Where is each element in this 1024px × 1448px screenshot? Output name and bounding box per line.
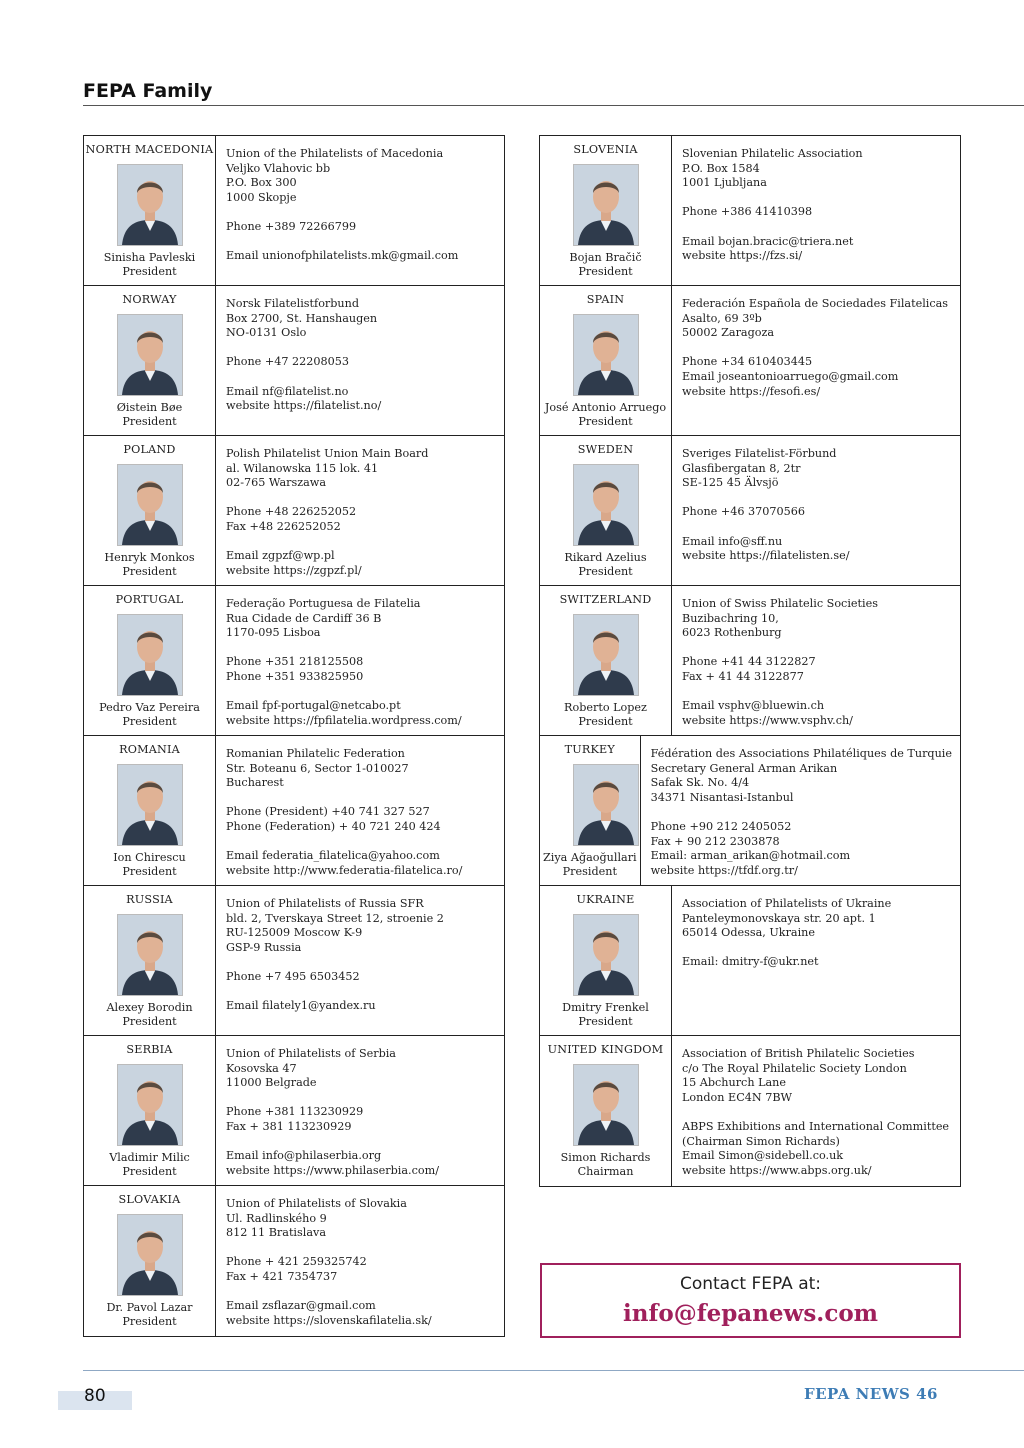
contact-line[interactable]: website http://www.federatia-filatelica.ro/ (226, 863, 463, 877)
address-line: 50002 Zaragoza (682, 326, 775, 340)
country-name: TURKEY (564, 743, 616, 756)
address-line: Phone +34 610403445 (682, 355, 813, 369)
person-name: Øistein Bøe (116, 401, 183, 414)
address-cell (216, 1186, 504, 1336)
address-line: Panteleymonovskaya str. 20 apt. 1 (682, 911, 876, 925)
contact-line[interactable]: Email info@sff.nu (682, 534, 783, 548)
address-line: Phone (President) +40 741 327 527 (226, 805, 430, 819)
address-line: Fax + 41 44 3122877 (682, 669, 804, 683)
person-cell (84, 736, 216, 885)
entry-slovakia (84, 1186, 504, 1336)
address-line: Slovenian Philatelic Association (682, 147, 863, 160)
line-gap (226, 235, 496, 250)
contact-line[interactable]: website https://tfdf.org.tr/ (650, 863, 798, 877)
entry-russia (84, 886, 504, 1036)
line-gap (682, 1105, 952, 1120)
person-name: José Antonio Arruego (544, 401, 667, 414)
address-line: 812 11 Bratislava (226, 1226, 326, 1240)
address-cell (672, 136, 960, 285)
person-role: President (122, 715, 177, 728)
address-line: Union of Philatelists of Russia SFR (226, 897, 424, 910)
address-cell (216, 586, 504, 735)
publication-name: FEPA NEWS 46 (803, 1385, 938, 1403)
country-name: SWEDEN (577, 443, 634, 456)
person-caption (540, 401, 671, 429)
address-line: Glasfibergatan 8, 2tr (682, 461, 801, 475)
person-photo (573, 314, 639, 396)
line-gap (226, 1135, 496, 1150)
address-line: Bucharest (226, 776, 284, 790)
address-line: Union of Philatelists of Serbia (226, 1047, 396, 1060)
line-gap (226, 835, 496, 850)
country-name: POLAND (123, 443, 176, 456)
address-line: RU-125009 Moscow K-9 (226, 926, 363, 940)
country-name: SLOVENIA (573, 143, 638, 156)
contact-line[interactable]: Email fpf-portugal@netcabo.pt (226, 699, 401, 713)
address-cell (216, 136, 504, 285)
right-column (539, 135, 961, 1187)
line-gap (682, 941, 952, 956)
person-role: President (122, 1015, 177, 1028)
address-line: Phone +386 41410398 (682, 205, 813, 219)
entry-slovenia (540, 136, 960, 286)
person-cell (540, 1036, 672, 1186)
line-gap (682, 685, 952, 700)
address-cell (672, 436, 960, 585)
person-cell (540, 286, 672, 435)
line-gap (226, 641, 496, 656)
address-line: Phone +389 72266799 (226, 219, 357, 233)
address-cell (216, 736, 504, 885)
address-line: Asalto, 69 3ºb (682, 311, 762, 325)
address-line: Phone +47 22208053 (226, 355, 349, 369)
line-gap (651, 805, 952, 820)
contact-line[interactable]: website https://www.philaserbia.com/ (226, 1163, 439, 1177)
contact-line[interactable]: Email joseantonioarruego@gmail.com (682, 369, 899, 383)
person-role: President (122, 565, 177, 578)
address-line: (Chairman Simon Richards) (682, 1134, 840, 1148)
entry-spain (540, 286, 960, 436)
line-gap (682, 520, 952, 535)
contact-line[interactable]: website https://www.vsphv.ch/ (682, 713, 853, 727)
person-role: President (562, 865, 617, 878)
address-cell (216, 286, 504, 435)
address-line: Union of Philatelists of Slovakia (226, 1197, 407, 1210)
person-caption (540, 251, 671, 279)
contact-line[interactable]: Email zgpzf@wp.pl (226, 549, 335, 563)
person-role: President (122, 1315, 177, 1328)
address-line: Romanian Philatelic Federation (226, 747, 405, 760)
person-caption (84, 1001, 215, 1029)
line-gap (226, 1285, 496, 1300)
contact-line[interactable]: Email zsflazar@gmail.com (226, 1299, 376, 1313)
address-line: Association of British Philatelic Societies (682, 1047, 915, 1060)
address-line: Fax + 381 113230929 (226, 1119, 352, 1133)
address-line: Fax + 421 7354737 (226, 1269, 338, 1283)
address-line: Ul. Radlinského 9 (226, 1211, 327, 1225)
address-cell (672, 886, 960, 1035)
person-caption (84, 701, 215, 729)
entry-poland (84, 436, 504, 586)
country-name: UKRAINE (576, 893, 635, 906)
contact-line[interactable]: website https://filatelist.no/ (226, 399, 382, 413)
entry-portugal (84, 586, 504, 736)
contact-line[interactable]: Email federatia_filatelica@yahoo.com (226, 849, 440, 863)
contact-line[interactable]: website https://www.abps.org.uk/ (682, 1163, 872, 1177)
contact-box (540, 1263, 961, 1338)
entry-united-kingdom (540, 1036, 960, 1186)
header-divider (83, 105, 1024, 106)
person-name: Bojan Bračič (569, 251, 642, 264)
person-role: Chairman (577, 1165, 634, 1178)
address-line: 1000 Skopje (226, 190, 297, 204)
person-photo (573, 614, 639, 696)
entry-norway (84, 286, 504, 436)
line-gap (226, 1091, 496, 1106)
contact-line[interactable]: website https://zgpzf.pl/ (226, 563, 362, 577)
person-role: President (578, 265, 633, 278)
person-cell (84, 436, 216, 585)
person-cell (540, 886, 672, 1035)
country-name: ROMANIA (119, 743, 180, 756)
person-caption (540, 1001, 671, 1029)
contact-line[interactable]: Email unionofphilatelists.mk@gmail.com (226, 249, 459, 263)
person-caption (540, 551, 671, 579)
person-caption (540, 851, 640, 879)
person-cell (84, 136, 216, 285)
country-name: NORTH MACEDONIA (85, 143, 214, 156)
address-cell (672, 1036, 960, 1186)
country-name: PORTUGAL (115, 593, 184, 606)
person-role: President (122, 415, 177, 428)
person-name: Vladimir Milic (109, 1151, 190, 1164)
line-gap (226, 955, 496, 970)
person-photo (117, 314, 183, 396)
address-line: NO-0131 Oslo (226, 326, 307, 340)
address-line: 6023 Rothenburg (682, 626, 782, 640)
address-line: 11000 Belgrade (226, 1076, 317, 1090)
line-gap (226, 341, 496, 356)
person-name: Ziya Ağaoğullari (542, 851, 637, 864)
person-cell (540, 736, 641, 885)
line-gap (226, 370, 496, 385)
address-line: Buzibachring 10, (682, 611, 779, 625)
contact-line[interactable]: website https://fzs.si/ (682, 249, 803, 263)
address-line: Sveriges Filatelist-Förbund (682, 447, 837, 460)
address-cell (641, 736, 960, 885)
left-column (83, 135, 505, 1337)
address-cell (672, 286, 960, 435)
line-gap (226, 685, 496, 700)
line-gap (682, 641, 952, 656)
contact-line[interactable]: website https://fesofi.es/ (682, 384, 821, 398)
address-line: Norsk Filatelistforbund (226, 297, 360, 310)
country-name: SLOVAKIA (118, 1193, 181, 1206)
line-gap (226, 791, 496, 806)
line-gap (682, 191, 952, 206)
person-name: Alexey Borodin (106, 1001, 193, 1014)
person-cell (540, 586, 672, 735)
page-number: 80 (84, 1386, 106, 1406)
address-line: Phone +7 495 6503452 (226, 969, 360, 983)
person-cell (84, 886, 216, 1035)
contact-line[interactable]: Email filately1@yandex.ru (226, 999, 376, 1013)
line-gap (682, 341, 952, 356)
person-photo (117, 464, 183, 546)
person-name: Pedro Vaz Pereira (99, 701, 200, 714)
line-gap (226, 535, 496, 550)
contact-line[interactable]: Email bojan.bracic@triera.net (682, 234, 854, 248)
person-name: Henryk Monkos (104, 551, 195, 564)
entry-turkey (540, 736, 960, 886)
address-line: Kosovska 47 (226, 1061, 297, 1075)
address-line: 15 Abchurch Lane (682, 1076, 787, 1090)
entry-north-macedonia (84, 136, 504, 286)
person-role: President (578, 565, 633, 578)
person-photo (117, 1214, 183, 1296)
person-cell (540, 136, 672, 285)
person-caption (84, 551, 215, 579)
person-role: President (578, 1015, 633, 1028)
address-line: Phone +351 218125508 (226, 655, 364, 669)
page-title: FEPA Family (83, 80, 213, 102)
contact-line[interactable]: website https://slovenskafilatelia.sk/ (226, 1313, 432, 1327)
contact-line[interactable]: Email vsphv@bluewin.ch (682, 699, 825, 713)
address-line: Safak Sk. No. 4/4 (650, 776, 750, 790)
person-cell (84, 586, 216, 735)
entry-switzerland (540, 586, 960, 736)
person-photo (117, 914, 183, 996)
address-line: SE-125 45 Älvsjö (682, 476, 779, 490)
country-name: SERBIA (126, 1043, 173, 1056)
address-line: Federación Española de Sociedades Filatelicas (682, 297, 949, 310)
address-line: Phone +46 37070566 (682, 505, 805, 519)
address-line: al. Wilanowska 115 lok. 41 (226, 461, 379, 475)
address-line: ABPS Exhibitions and International Committee (682, 1119, 950, 1133)
person-cell (84, 1186, 216, 1336)
line-gap (682, 491, 952, 506)
person-photo (117, 614, 183, 696)
address-line: Phone +351 933825950 (226, 669, 364, 683)
address-line: Phone +381 113230929 (226, 1105, 364, 1119)
address-line: 65014 Odessa, Ukraine (682, 926, 815, 940)
address-line: Fédération des Associations Philatéliques de Turquie (650, 747, 952, 760)
address-line: GSP-9 Russia (226, 940, 302, 954)
country-name: SWITZERLAND (559, 593, 652, 606)
address-line: Phone (Federation) + 40 721 240 424 (226, 819, 441, 833)
address-line: Rua Cidade de Cardiff 36 B (226, 611, 382, 625)
person-name: Simon Richards (560, 1151, 651, 1164)
contact-line[interactable]: Email Simon@sidebell.co.uk (682, 1149, 844, 1163)
person-cell (84, 286, 216, 435)
person-role: President (578, 415, 633, 428)
contact-line[interactable]: website https://filatelisten.se/ (682, 549, 850, 563)
person-role: President (122, 1165, 177, 1178)
person-name: Dmitry Frenkel (562, 1001, 649, 1014)
person-cell (540, 436, 672, 585)
country-name: NORWAY (122, 293, 177, 306)
address-line: Phone +90 212 2405052 (650, 819, 792, 833)
line-gap (226, 491, 496, 506)
person-caption (84, 401, 215, 429)
line-gap (682, 220, 952, 235)
entry-sweden (540, 436, 960, 586)
line-gap (226, 1241, 496, 1256)
address-line: Fax + 90 212 2303878 (650, 834, 780, 848)
country-name: SPAIN (586, 293, 625, 306)
address-line: Phone + 421 259325742 (226, 1255, 367, 1269)
address-cell (216, 436, 504, 585)
person-caption (84, 1151, 215, 1179)
contact-line[interactable]: Email: dmitry-f@ukr.net (682, 955, 819, 969)
line-gap (226, 985, 496, 1000)
person-role: President (122, 265, 177, 278)
address-line: 34371 Nisantasi-Istanbul (650, 790, 794, 804)
person-caption (84, 851, 215, 879)
person-caption (540, 701, 671, 729)
address-line: Union of Swiss Philatelic Societies (682, 597, 878, 610)
address-line: Association of Philatelists of Ukraine (682, 897, 892, 910)
address-line: Str. Boteanu 6, Sector 1-010027 (226, 761, 409, 775)
address-line: Veljko Vlahovic bb (226, 161, 331, 175)
address-line: Secretary General Arman Arikan (650, 761, 838, 775)
address-line: bld. 2, Tverskaya Street 12, stroenie 2 (226, 911, 444, 925)
person-name: Ion Chirescu (113, 851, 186, 864)
address-line: Fax +48 226252052 (226, 519, 341, 533)
address-line: 1001 Ljubljana (682, 176, 767, 190)
person-photo (573, 764, 639, 846)
contact-line[interactable]: Email nf@filatelist.no (226, 384, 349, 398)
footer-divider (83, 1370, 1024, 1371)
person-caption (84, 251, 215, 279)
person-cell (84, 1036, 216, 1185)
line-gap (226, 205, 496, 220)
person-name: Sinisha Pavleski (103, 251, 196, 264)
contact-label: Contact FEPA at: (679, 1274, 822, 1294)
address-line: Polish Philatelist Union Main Board (226, 447, 429, 460)
person-caption (84, 1301, 215, 1329)
person-name: Rikard Azelius (564, 551, 647, 564)
address-line: Phone +41 44 3122827 (682, 655, 816, 669)
entry-ukraine (540, 886, 960, 1036)
address-line: Box 2700, St. Hanshaugen (226, 311, 378, 325)
entry-romania (84, 736, 504, 886)
country-name: UNITED KINGDOM (547, 1043, 664, 1056)
address-line: Federação Portuguesa de Filatelia (226, 597, 421, 610)
person-role: President (122, 865, 177, 878)
address-line: Union of the Philatelists of Macedonia (226, 147, 444, 160)
person-name: Roberto Lopez (564, 701, 647, 714)
person-photo (117, 764, 183, 846)
address-cell (672, 586, 960, 735)
entry-serbia (84, 1036, 504, 1186)
contact-line[interactable]: website https://fpfilatelia.wordpress.com/ (226, 713, 462, 727)
person-photo (573, 464, 639, 546)
address-line: c/o The Royal Philatelic Society London (682, 1061, 907, 1075)
address-line: 1170-095 Lisboa (226, 626, 321, 640)
address-cell (216, 886, 504, 1035)
address-line: London EC4N 7BW (682, 1090, 793, 1104)
person-name: Dr. Pavol Lazar (106, 1301, 193, 1314)
country-name: RUSSIA (126, 893, 173, 906)
person-photo (573, 1064, 639, 1146)
person-photo (573, 914, 639, 996)
contact-line[interactable]: Email: arman_arikan@hotmail.com (650, 849, 851, 863)
contact-email-link[interactable]: info@fepanews.com (623, 1300, 878, 1327)
person-role: President (578, 715, 633, 728)
contact-line[interactable]: Email info@philaserbia.org (226, 1149, 382, 1163)
address-line: Phone +48 226252052 (226, 505, 357, 519)
person-photo (117, 1064, 183, 1146)
address-cell (216, 1036, 504, 1185)
address-line: 02-765 Warszawa (226, 476, 327, 490)
person-photo (117, 164, 183, 246)
person-caption (540, 1151, 671, 1179)
address-line: P.O. Box 1584 (682, 161, 760, 175)
address-line: P.O. Box 300 (226, 176, 297, 190)
person-photo (573, 164, 639, 246)
